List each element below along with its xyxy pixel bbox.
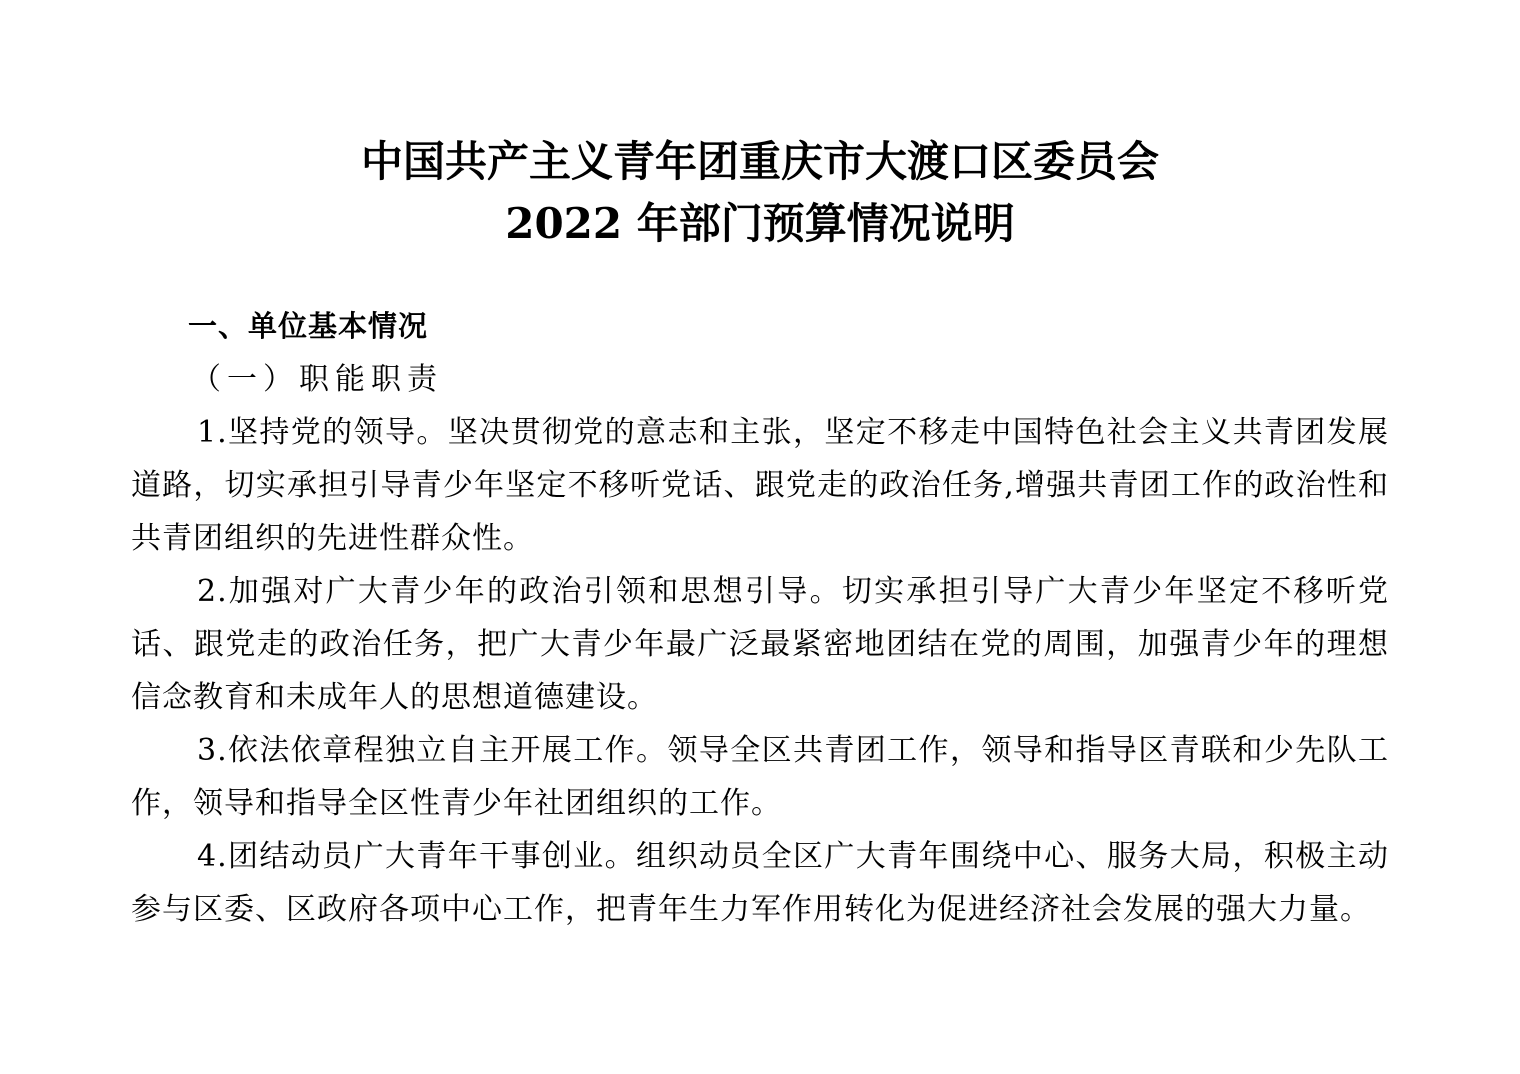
- document-title-line-1: 中国共产主义青年团重庆市大渡口区委员会: [360, 137, 1159, 186]
- paragraph-1: 1.坚持党的领导。坚决贯彻党的意志和主张，坚定不移走中国特色社会主义共青团发展道路，切实承担引导青少年坚定不移听党话、跟党走的政治任务,增强共青团工作的政治性和共青团组织的先进性群众性。: [131, 415, 1389, 556]
- paragraph-4: 4.团结动员广大青年干事创业。组织动员全区广大青年围绕中心、服务大局，积极主动参与区委、区政府各项中心工作，把青年生力军作用转化为促进经济社会发展的强大力量。: [131, 839, 1389, 927]
- document-title-line-2: 2022 年部门预算情况说明: [505, 199, 1015, 248]
- document-body: [131, 300, 1389, 936]
- document-title: [0, 131, 1520, 255]
- paragraph-2: 2.加强对广大青少年的政治引领和思想引导。切实承担引导广大青少年坚定不移听党话、跟党走的政治任务，把广大青少年最广泛最紧密地团结在党的周围，加强青少年的理想信念教育和未成年人的思想道德建设。: [131, 574, 1389, 715]
- paragraph-3: 3.依法依章程独立自主开展工作。领导全区共青团工作，领导和指导区青联和少先队工作，领导和指导全区性青少年社团组织的工作。: [131, 733, 1389, 821]
- section-subheading: （一）职能职责: [191, 362, 443, 397]
- section-heading: 一、单位基本情况: [188, 309, 429, 343]
